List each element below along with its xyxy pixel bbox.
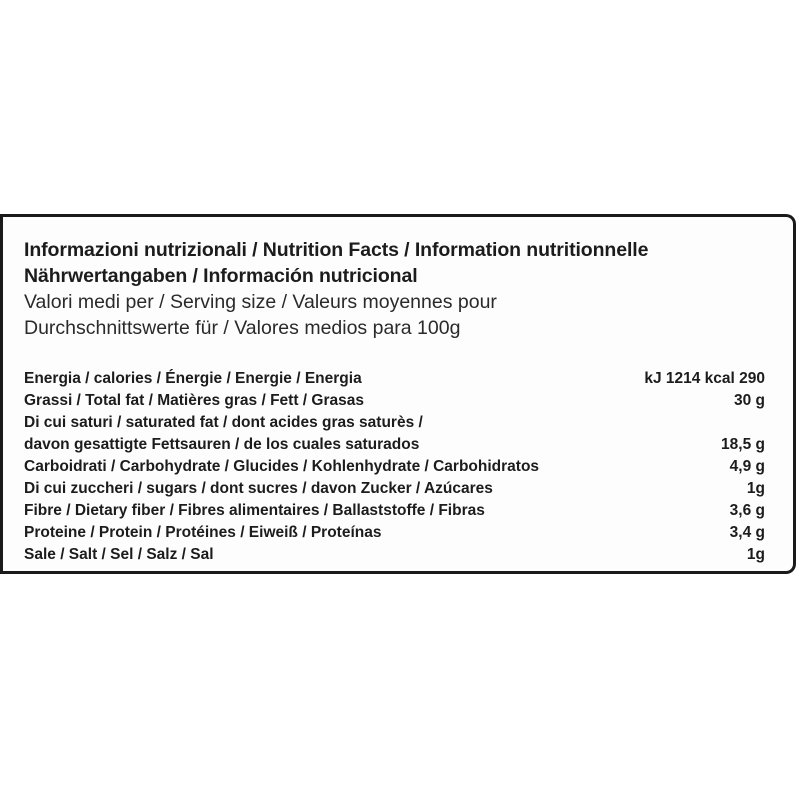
nutrient-value: 18,5 g	[721, 436, 765, 453]
nutrient-value: 30 g	[733, 392, 765, 409]
nutrient-name: Energia / calories / Énergie / Energie / Energia	[24, 370, 362, 387]
nutrient-value: 1g	[746, 480, 765, 497]
nutrient-value: 1g	[746, 546, 765, 563]
nutrient-row-fiber	[24, 500, 765, 522]
nutrient-name: Grassi / Total fat / Matières gras / Fett / Grasas	[24, 392, 364, 409]
nutrient-row-saturated-fat	[24, 412, 765, 456]
serving-line-2: Durchschnittswerte für / Valores medios para 100g	[24, 317, 461, 339]
nutrient-name-line-1: Di cui saturi / saturated fat / dont acides gras saturès /	[24, 414, 423, 431]
nutrient-row-energy	[24, 368, 765, 390]
nutrient-value: kJ 1214 kcal 290	[644, 370, 765, 387]
serving-line-1: Valori medi per / Serving size / Valeurs moyennes pour	[24, 291, 497, 313]
nutrient-name: Di cui zuccheri / sugars / dont sucres / davon Zucker / Azúcares	[24, 480, 493, 497]
nutrient-value: 3,4 g	[729, 524, 765, 541]
nutrient-value: 3,6 g	[729, 502, 765, 519]
nutrient-row-sugars	[24, 478, 765, 500]
nutrient-name: Fibre / Dietary fiber / Fibres alimentaires / Ballaststoffe / Fibras	[24, 502, 485, 519]
nutrient-name-line-2: davon gesattigte Fettsauren / de los cuales saturados	[24, 436, 420, 453]
nutrient-row-salt	[24, 544, 765, 566]
nutrient-name	[24, 412, 721, 456]
nutrient-name: Carboidrati / Carbohydrate / Glucides / Kohlenhydrate / Carbohidratos	[24, 458, 540, 475]
nutrient-name: Sale / Salt / Sel / Salz / Sal	[24, 546, 214, 563]
nutrient-row-protein	[24, 522, 765, 544]
nutrient-row-carbohydrate	[24, 456, 765, 478]
nutrition-label	[0, 214, 796, 574]
title-line-2: Nährwertangaben / Información nutricional	[24, 265, 418, 287]
nutrient-value: 4,9 g	[729, 458, 765, 475]
nutrient-row-fat	[24, 390, 765, 412]
nutrient-name: Proteine / Protein / Protéines / Eiweiß / Proteínas	[24, 524, 382, 541]
title-line-1: Informazioni nutrizionali / Nutrition Facts / Information nutritionnelle	[24, 239, 649, 261]
label-header	[24, 237, 773, 341]
nutrient-table	[24, 368, 765, 566]
